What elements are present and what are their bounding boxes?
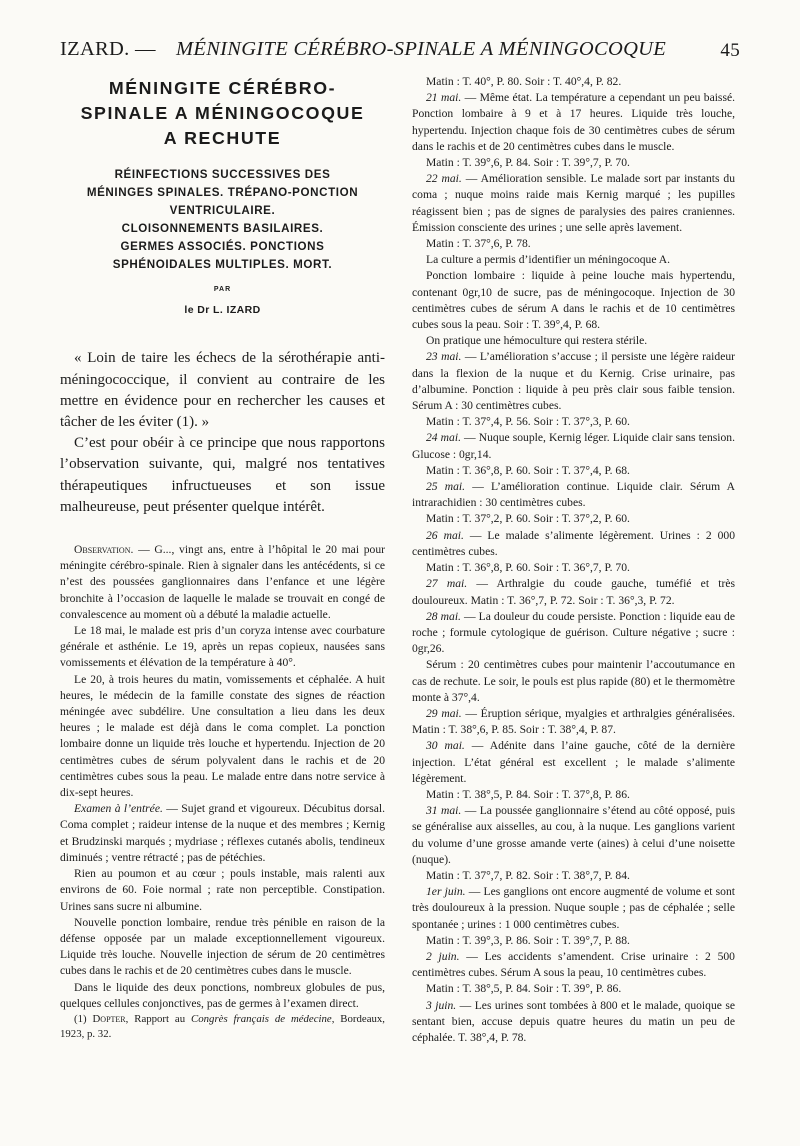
- entry-text: Matin : T. 37°,4, P. 56. Soir : T. 37°,3, P. 60.: [426, 415, 630, 429]
- case-entry: [412, 155, 735, 171]
- footnote-venue: Congrès français de médecine: [191, 1012, 332, 1025]
- case-entry: [412, 463, 735, 479]
- entry-text: Matin : T. 36°,8, P. 60. Soir : T. 36°,7, P. 70.: [426, 561, 630, 575]
- case-entry: [412, 560, 735, 576]
- subtitle-line: SPHÉNOIDALES MULTIPLES. MORT.: [112, 258, 333, 271]
- article-title: [60, 76, 385, 151]
- case-entry: [412, 479, 735, 511]
- entry-text: — Le malade s’alimente légèrement. Urines : 2 000 centimètres cubes.: [412, 528, 736, 558]
- entry-text: — La douleur du coude persiste. Ponction : liquide eau de roche ; formule cytologique de guérison. Culture négative ; sucre : 0gr,26.: [412, 609, 735, 656]
- case-entry: [412, 868, 735, 884]
- case-entry: [412, 430, 735, 462]
- intro-paragraph: C’est pour obéir à ce principe que nous rapportons l’observation suivante, qui, malgré nos tentatives thérapeutiques infructueuses et son issue malheureuse, peut présenter quelque intérêt.: [60, 435, 385, 515]
- header-author: IZARD. —: [60, 38, 156, 60]
- case-entry: [412, 884, 735, 933]
- entry-text: — Même état. La température a cependant un peu baissé. Ponction lombaire à 9 et à 17 heures. Liquide très louche, hypertendu. Injection chaque fois de 30 centimètres cubes de sérum dans le rachis et de 20 centimètres cubes dans le muscle.: [412, 91, 735, 153]
- case-entry: [412, 333, 735, 349]
- entry-text: Matin : T. 39°,6, P. 84. Soir : T. 39°,7, P. 70.: [426, 156, 630, 170]
- subtitle-line: VENTRICULAIRE.: [169, 204, 276, 217]
- entry-text: — L’amélioration s’accuse ; il persiste une légère raideur dans la flexion de la nuque et du Kernig. Crise urinaire, pas d’albumine. Ponction : liquide à peu près clair sous faible tension. Sérum A : 30 centimètres cubes.: [412, 350, 735, 413]
- entry-date: 29 mai.: [426, 706, 462, 720]
- entry-text: Matin : T. 37°,7, P. 82. Soir : T. 38°,7, P. 84.: [426, 868, 630, 882]
- case-entry: [412, 706, 735, 738]
- entry-text: — Nuque souple, Kernig léger. Liquide clair sans tension. Glucose : 0gr,14.: [412, 431, 736, 461]
- case-entry: [412, 738, 735, 787]
- case-entry: [412, 998, 735, 1047]
- page-number: 45: [720, 40, 740, 61]
- subtitle-line: MÉNINGES SPINALES. TRÉPANO-PONCTION: [86, 186, 359, 199]
- case-entry: [412, 171, 735, 236]
- case-entry: [412, 949, 735, 981]
- entry-text: Matin : T. 37°,6, P. 78.: [426, 237, 531, 251]
- title-line: SPINALE A MÉNINGOCOQUE: [80, 103, 365, 123]
- entry-date: 25 mai.: [426, 480, 466, 494]
- article-subtitle: [60, 166, 385, 274]
- entry-date: 28 mai.: [426, 609, 461, 623]
- title-line: A RECHUTE: [163, 128, 282, 148]
- entry-text: Ponction lombaire : liquide à peine louche mais hypertendu, contenant 0gr,10 de sucre, pas de méningocoque. Injection de 30 centimètres cubes de sérum A dans le rachis et de 10 centimètres cubes sous la peau. Soir : T. 39°,4, P. 68.: [412, 269, 735, 332]
- entry-text: On pratique une hémoculture qui restera stérile.: [426, 334, 648, 348]
- entry-text: Matin : T. 39°,3, P. 86. Soir : T. 39°,7, P. 88.: [426, 933, 630, 947]
- observation-label: Observation.: [74, 543, 134, 557]
- entry-date: 22 mai.: [426, 172, 462, 186]
- observation-paragraph: [60, 542, 385, 623]
- case-entry: [412, 528, 735, 560]
- exam-label: Examen à l’entrée.: [74, 802, 163, 816]
- footnote: [60, 1012, 385, 1042]
- subtitle-line: RÉINFECTIONS SUCCESSIVES DES: [114, 168, 331, 181]
- right-column: [412, 74, 735, 1046]
- entry-date: 27 mai.: [426, 577, 468, 591]
- body-paragraph: Le 18 mai, le malade est pris d’un coryza intense avec courbature générale et asthénie. Le 19, après un repas copieux, nausées sans vomissements et élévation de la température à 40°.: [60, 624, 385, 670]
- entry-text: — Adénite dans l’aine gauche, côté de la dernière injection. L’état général est excellent ; le malade s’alimente légèrement.: [412, 739, 735, 785]
- subtitle-line: GERMES ASSOCIÉS. PONCTIONS: [120, 240, 325, 253]
- par-label: PAR: [213, 286, 232, 293]
- entry-text: Matin : T. 36°,8, P. 60. Soir : T. 37°,4, P. 68.: [426, 463, 630, 477]
- entry-text: Sérum : 20 centimètres cubes pour maintenir l’accoutumance en cas de rechute. Le soir, le pouls est plus rapide (80) et le thermomètre monte à 37°,4.: [412, 658, 735, 704]
- entry-date: 30 mai.: [426, 739, 465, 753]
- entry-date: 21 mai.: [426, 91, 462, 105]
- intro-quote: « Loin de taire les échecs de la sérothérapie anti-méningococcique, il convient au contraire de les mettre en évidence pour en rechercher les causes et tâcher de les éviter (1). »: [60, 350, 385, 431]
- footnote-author: Dopter: [92, 1012, 126, 1025]
- subtitle-line: CLOISONNEMENTS BASILAIRES.: [121, 222, 324, 235]
- case-entry: [412, 511, 735, 527]
- case-entry: [412, 349, 735, 414]
- case-entry: [412, 236, 735, 252]
- observation-text: — G..., vingt ans, entre à l’hôpital le 20 mai pour méningite cérébro-spinale. Rien à signaler dans les antécédents, si ce n’est des poussées ganglionnaires dans l’enfance et une légère bronchite à l’occasion de laquelle le malade se trouvait en congé de convalescence au moment où a débuté la maladie actuelle.: [60, 543, 385, 621]
- entry-date: 2 juin.: [426, 949, 460, 963]
- entry-text: Matin : T. 37°,2, P. 60. Soir : T. 37°,2, P. 60.: [426, 512, 630, 526]
- case-entry: [412, 74, 735, 90]
- case-entry: [412, 609, 735, 658]
- case-entry: [412, 787, 735, 803]
- left-column: [60, 74, 385, 1042]
- author-byline: le Dr L. IZARD: [184, 304, 261, 317]
- entry-date: 24 mai.: [426, 431, 461, 445]
- case-entry: [412, 803, 735, 868]
- exam-paragraph: [60, 801, 385, 866]
- case-entry: [412, 576, 735, 608]
- case-entry: [412, 252, 735, 268]
- case-entry: [412, 90, 735, 155]
- entry-text: — La poussée ganglionnaire s’étend au côté opposé, puis se généralise aux aisselles, au cou, à la nuque. Les ganglions varient du volume d’une grosse amande verte (aines) à celui d’une noisette (nuque).: [412, 804, 735, 866]
- entry-text: — Amélioration sensible. Le malade sort par instants du coma ; nuque moins raide mais Kernig marqué ; les pupilles réagissent bien ; pas de signes de paralysies des paires craniennes. Émission consciente des urines ; une selle après lavement.: [412, 172, 736, 234]
- case-entry: [412, 268, 735, 333]
- entry-text: — Les ganglions ont encore augmenté de volume et sont très douloureux à la pression. Nuque souple ; pas de céphalée ; selle spontanée ; urines : 1 000 centimètres cubes.: [412, 885, 735, 931]
- entry-date: 23 mai.: [426, 350, 462, 364]
- entry-date: 1er juin.: [426, 885, 466, 899]
- case-entry: [412, 933, 735, 949]
- entry-date: 31 mai.: [426, 804, 462, 818]
- footnote-text: , Rapport au: [125, 1012, 192, 1025]
- footnote-number: (1): [74, 1012, 93, 1025]
- case-entry: [412, 414, 735, 430]
- entry-text: Matin : T. 38°,5, P. 84. Soir : T. 39°, P. 86.: [426, 982, 622, 996]
- exam-text: — Sujet grand et vigoureux. Décubitus dorsal. Coma complet ; raideur intense de la nuque et des membres ; Kernig et Brudzinski marqués ; mydriase ; réflexes cutanés abolis, tendineux diminués ; ventre rétracté ; pas de pétéchies.: [60, 802, 385, 864]
- case-entry: [412, 657, 735, 706]
- case-entry: [412, 981, 735, 997]
- title-line: MÉNINGITE CÉRÉBRO-: [108, 78, 337, 98]
- body-paragraph: Nouvelle ponction lombaire, rendue très pénible en raison de la défense opposée par un malade exceptionnellement vigoureux. Liquide très louche. Nouvelle injection de sérum de 20 centimètres cubes dans le rachis et de 20 centimètres cubes dans le muscle.: [60, 915, 385, 978]
- entry-date: 3 juin.: [426, 998, 457, 1012]
- entry-text: Matin : T. 40°, P. 80. Soir : T. 40°,4, P. 82.: [426, 75, 622, 88]
- entry-text: — Éruption sérique, myalgies et arthralgies généralisées. Matin : T. 38°,6, P. 85. Soir : T. 38°,4, P. 87.: [412, 706, 735, 737]
- body-paragraph: Rien au poumon et au cœur ; pouls instable, mais ralenti aux environs de 60. Foie normal ; rate non perceptible. Constipation. Urines sans sucre ni albumine.: [60, 867, 385, 913]
- body-paragraph: Le 20, à trois heures du matin, vomissements et céphalée. A huit heures, le médecin de la famille constate des signes de réaction méningée avec subdélire. Une consultation a lieu dans les deux heures ; le malade est déjà dans le coma complet. La ponction lombaire donne un liquide très louche et hypertendu. Injection de 20 centimètres cubes de sérum polyvalent dans le rachis et de 20 centimètres cubes sous la peau. Le malade entre dans notre service à dix-sept heures.: [60, 672, 385, 800]
- entry-text: Matin : T. 38°,5, P. 84. Soir : T. 37°,8, P. 86.: [426, 787, 630, 801]
- entry-text: La culture a permis d’identifier un méningocoque A.: [426, 253, 671, 267]
- footnote-text: , Bordeaux, 1923, p. 32.: [60, 1012, 385, 1040]
- introduction: [60, 348, 385, 518]
- body-paragraph: Dans le liquide des deux ponctions, nombreux globules de pus, quelques cellules conjonctives, pas de germes à l’examen direct.: [60, 980, 385, 1010]
- running-header: [60, 38, 740, 72]
- entry-text: — Les urines sont tombées à 800 et le malade, quoique se sentant bien, accuse depuis quatre heures du matin un peu de céphalée. T. 38°,4, P. 78.: [412, 998, 736, 1044]
- entry-date: 26 mai.: [426, 528, 464, 542]
- header-running-title: MÉNINGITE CÉRÉBRO-SPINALE A MÉNINGOCOQUE: [176, 38, 667, 60]
- entry-text: — Arthralgie du coude gauche, tuméfié et très douloureux. Matin : T. 36°,7, P. 72. Soir : T. 36°,3, P. 72.: [412, 577, 735, 607]
- entry-text: — Les accidents s’amendent. Crise urinaire : 2 500 centimètres cubes. Sérum A sous la peau, 10 centimètres cubes.: [412, 949, 735, 980]
- entry-text: — L’amélioration continue. Liquide clair. Sérum A intrarachidien : 30 centimètres cubes.: [412, 480, 735, 510]
